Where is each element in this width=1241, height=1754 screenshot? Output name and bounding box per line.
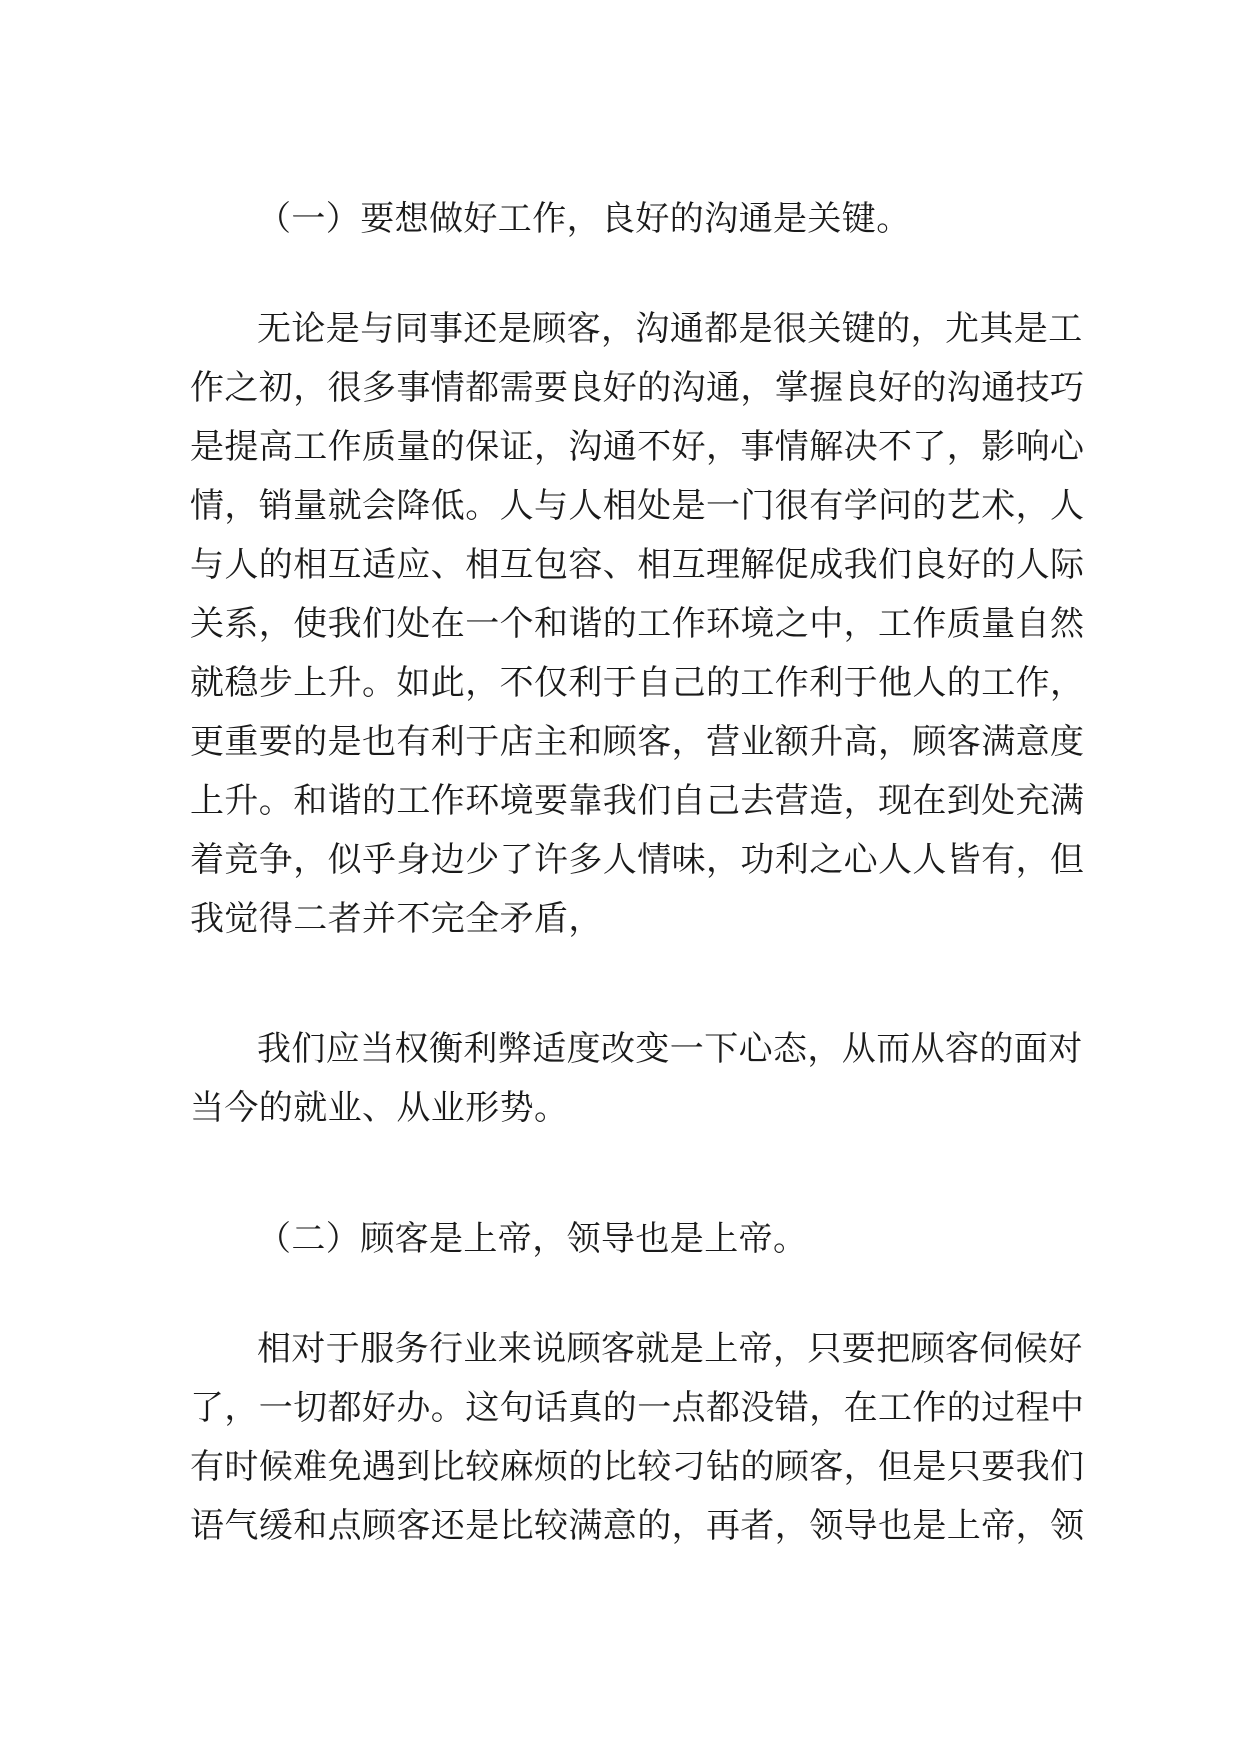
paragraph-line: 语气缓和点顾客还是比较满意的，再者，领导也是上帝，领 <box>190 1506 1085 1546</box>
paragraph-line: 上升。和谐的工作环境要靠我们自己去营造，现在到处充满 <box>190 781 1085 821</box>
paragraph-line: 更重要的是也有利于店主和顾客，营业额升高，顾客满意度 <box>190 722 1085 762</box>
paragraph-line: 有时候难免遇到比较麻烦的比较刁钻的顾客，但是只要我们 <box>190 1447 1085 1487</box>
section-heading-1: （一）要想做好工作，良好的沟通是关键。 <box>257 199 911 239</box>
paragraph-mindset <box>190 1020 1083 1138</box>
paragraph-line: 相对于服务行业来说顾客就是上帝，只要把顾客伺候好 <box>257 1329 1083 1369</box>
paragraph-communication <box>190 300 1085 949</box>
paragraph-line: 情，销量就会降低。人与人相处是一门很有学问的艺术，人 <box>190 486 1085 526</box>
paragraph-line: 作之初，很多事情都需要良好的沟通，掌握良好的沟通技巧 <box>190 368 1085 408</box>
paragraph-line: 当今的就业、从业形势。 <box>190 1088 569 1128</box>
paragraph-line: 与人的相互适应、相互包容、相互理解促成我们良好的人际 <box>190 545 1085 585</box>
paragraph-line: 是提高工作质量的保证，沟通不好，事情解决不了，影响心 <box>190 427 1085 467</box>
paragraph-line: 关系，使我们处在一个和谐的工作环境之中，工作质量自然 <box>190 604 1085 644</box>
section-heading-2: （二）顾客是上帝，领导也是上帝。 <box>257 1219 808 1259</box>
paragraph-line: 了，一切都好办。这句话真的一点都没错，在工作的过程中 <box>190 1388 1085 1428</box>
paragraph-line: 我觉得二者并不完全矛盾， <box>190 899 603 939</box>
paragraph-line: 就稳步上升。如此，不仅利于自己的工作利于他人的工作， <box>190 663 1085 703</box>
paragraph-line: 无论是与同事还是顾客，沟通都是很关键的，尤其是工 <box>257 309 1083 349</box>
paragraph-line: 着竞争，似乎身边少了许多人情味，功利之心人人皆有，但 <box>190 840 1085 880</box>
paragraph-line: 我们应当权衡利弊适度改变一下心态，从而从容的面对 <box>257 1029 1083 1069</box>
paragraph-customer <box>190 1320 1085 1556</box>
